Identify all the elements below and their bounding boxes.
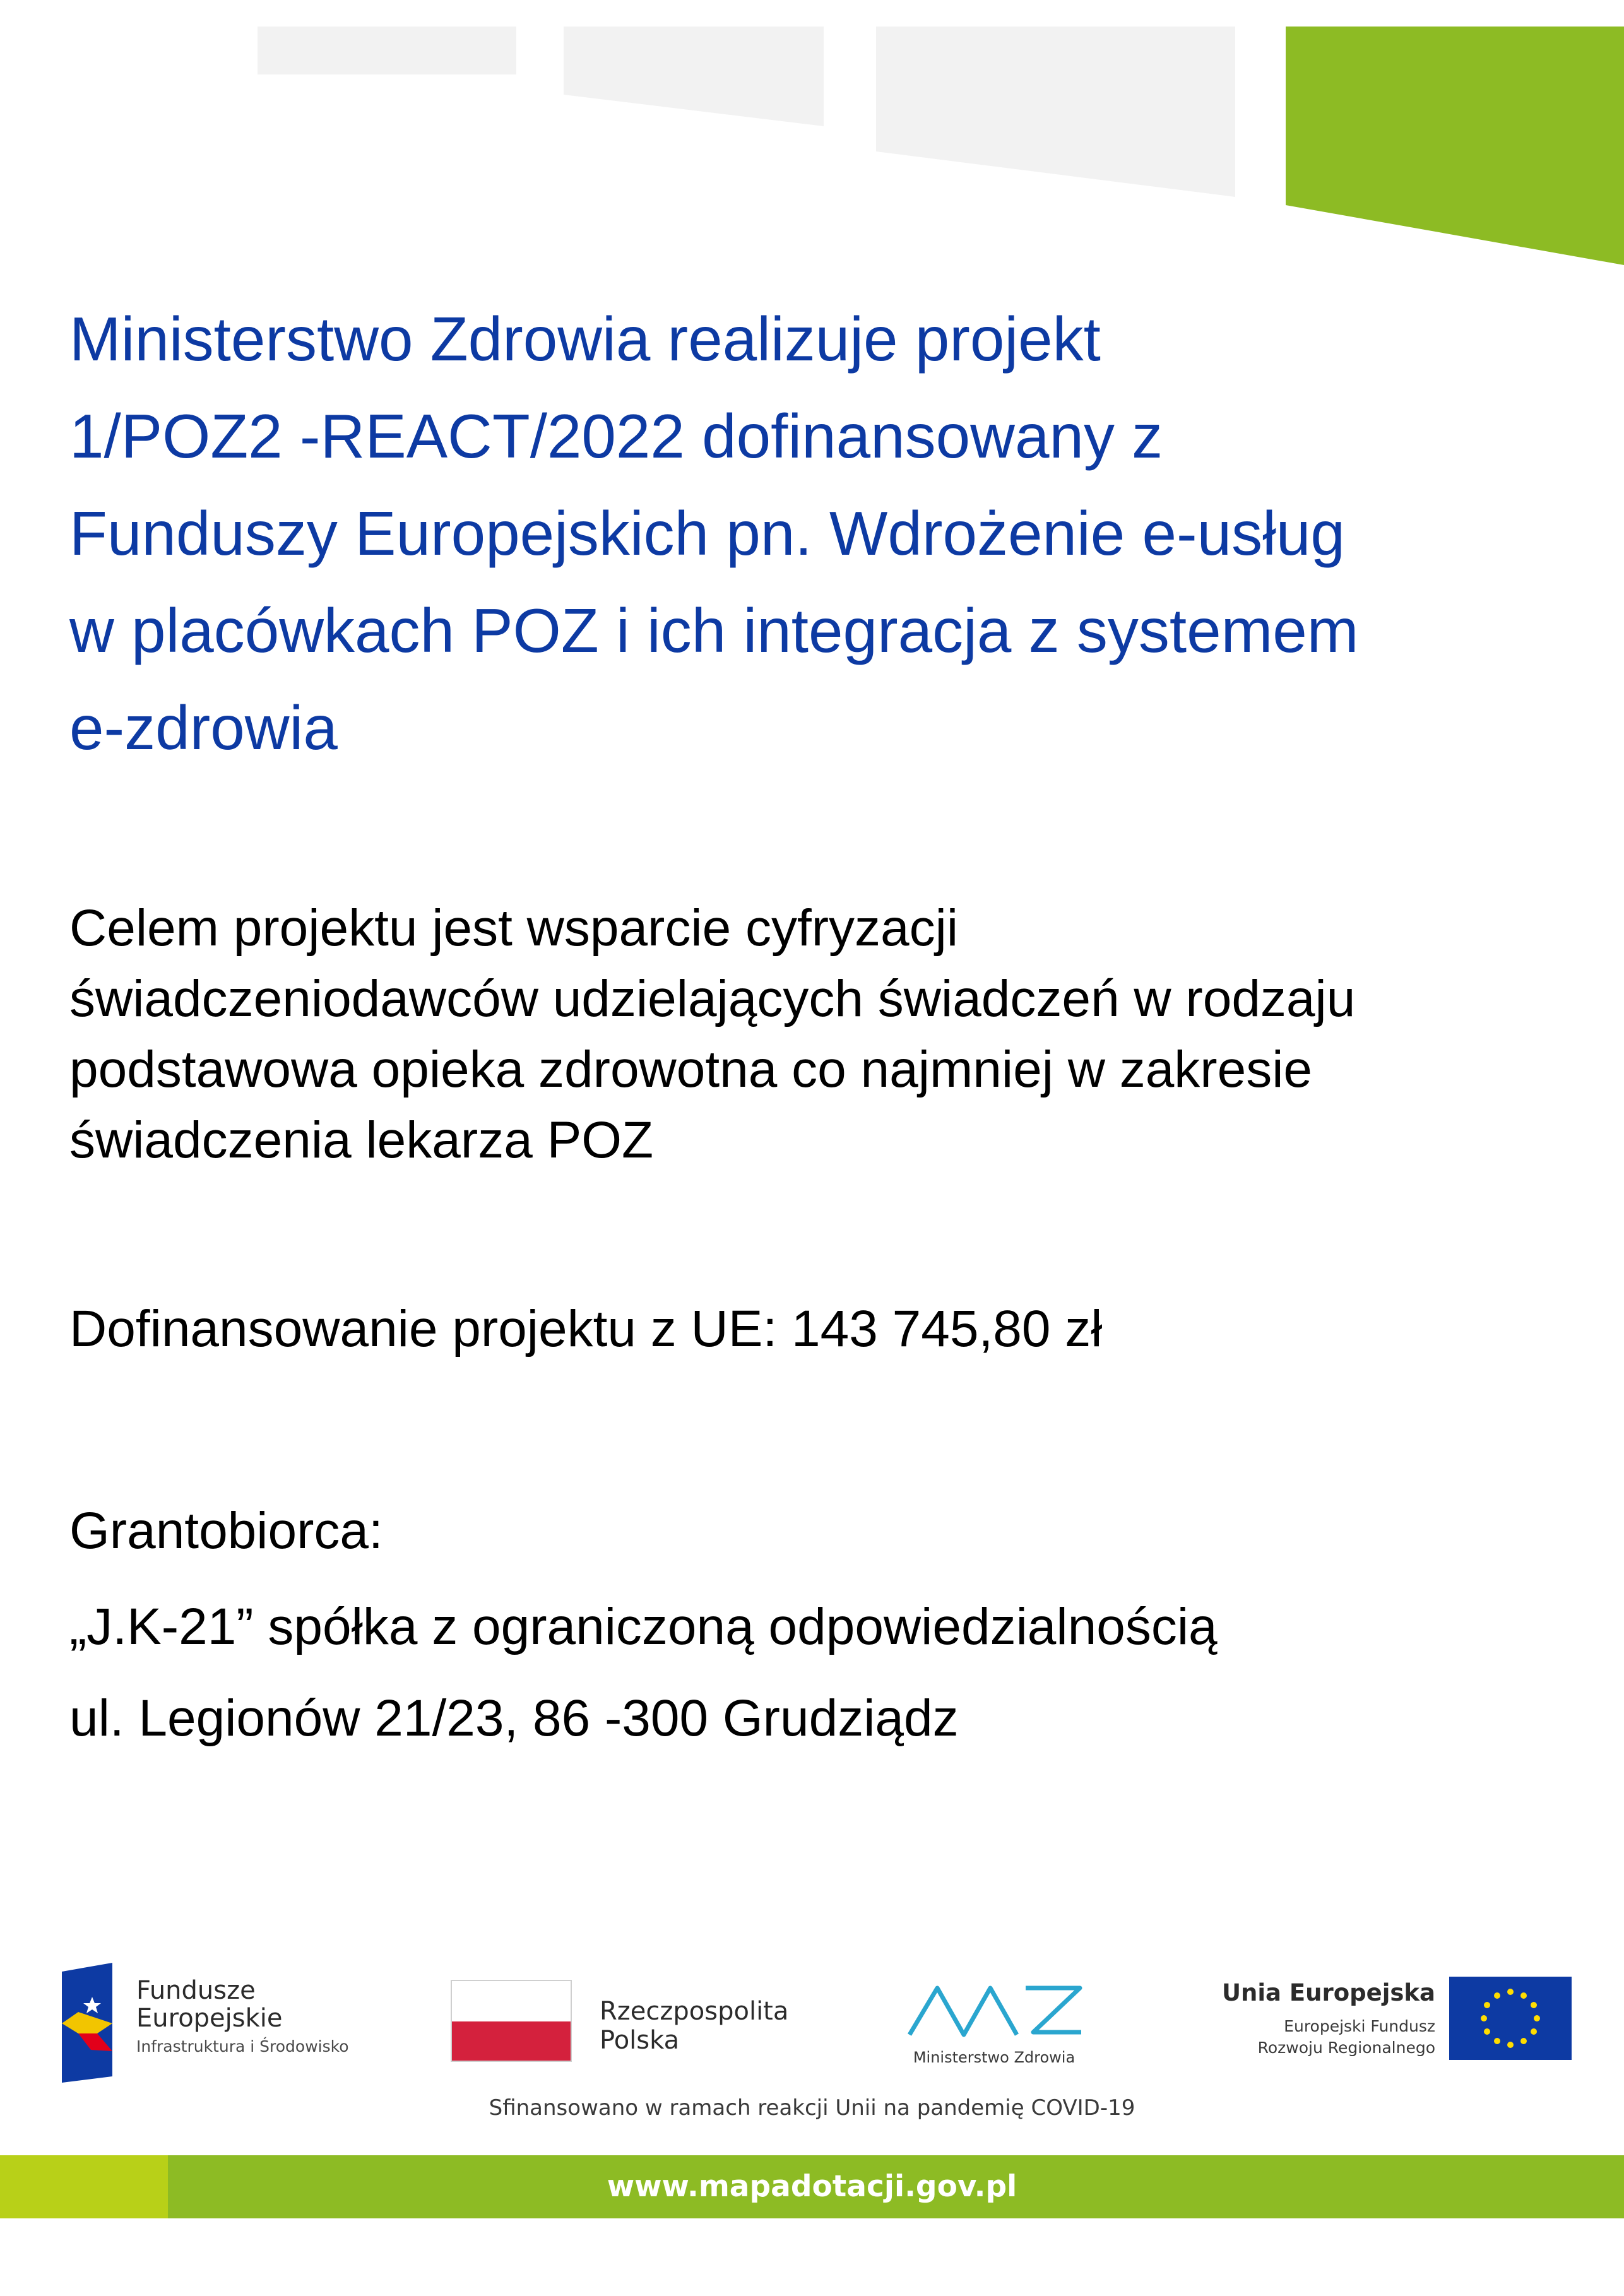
ue-title: Unia Europejska [1221, 1979, 1435, 2006]
rp-line-2: Polska [600, 2026, 680, 2055]
header-decoration [0, 0, 1624, 278]
headline-line-4: w placówkach POZ i ich integracja z systemem [69, 596, 1359, 665]
fundusze-europejskie-icon [59, 1963, 125, 2083]
eu-flag-icon [1449, 1977, 1572, 2060]
decor-shape-2 [564, 27, 824, 126]
goal-line-1: Celem projektu jest wsparcie cyfryzacji [69, 899, 959, 957]
goal-line-2: świadczeniodawców udzielających świadczeń w rodzaju [69, 970, 1356, 1027]
decor-shape-3 [876, 27, 1235, 197]
polish-flag-icon [451, 1980, 572, 2062]
footer-url[interactable]: www.mapadotacji.gov.pl [607, 2169, 1017, 2204]
headline-line-5: e-zdrowia [69, 693, 338, 762]
goal-line-4: świadczenia lekarza POZ [69, 1111, 654, 1169]
headline-line-2: 1/POZ2 -REACT/2022 dofinansowany z [69, 401, 1163, 471]
logo-unia-europejska [1199, 1977, 1572, 2078]
funding-amount: Dofinansowanie projektu z UE: 143 745,80 zł [69, 1300, 1103, 1358]
project-goal [69, 893, 1584, 1176]
mz-caption: Ministerstwo Zdrowia [913, 2049, 1076, 2066]
logo-fundusze-europejskie [59, 1963, 388, 2083]
fe-line-1: Fundusze [136, 1976, 256, 2005]
headline-line-1: Ministerstwo Zdrowia realizuje projekt [69, 304, 1101, 374]
rp-line-1: Rzeczpospolita [600, 1997, 789, 2026]
decor-shape-1 [258, 27, 516, 74]
fe-line-2: Europejskie [136, 2004, 283, 2033]
project-headline [69, 290, 1584, 776]
grantee-name: „J.K-21” spółka z ograniczoną odpowiedzialnością [69, 1598, 1218, 1655]
fe-line-3: Infrastruktura i Środowisko [136, 2037, 349, 2056]
logo-ministerstwo-zdrowia [899, 1975, 1095, 2083]
ue-line-2: Europejski Fundusz [1284, 2017, 1435, 2035]
covid-financing-note: Sfinansowano w ramach reakcji Unii na pandemię COVID-19 [489, 2095, 1135, 2121]
headline-line-3: Funduszy Europejskich pn. Wdrożenie e-usług [69, 499, 1345, 568]
decor-shape-green [1286, 27, 1624, 265]
ue-line-3: Rozwoju Regionalnego [1257, 2039, 1435, 2057]
logo-rzeczpospolita-polska [451, 1980, 817, 2074]
grantee-label: Grantobiorca: [69, 1502, 383, 1559]
ministerstwo-zdrowia-mz-icon [906, 1983, 1089, 2046]
footer-band [0, 2155, 1624, 2218]
goal-line-3: podstawowa opieka zdrowotna co najmniej w zakresie [69, 1041, 1313, 1098]
grantee-address: ul. Legionów 21/23, 86 -300 Grudziądz [69, 1689, 959, 1747]
